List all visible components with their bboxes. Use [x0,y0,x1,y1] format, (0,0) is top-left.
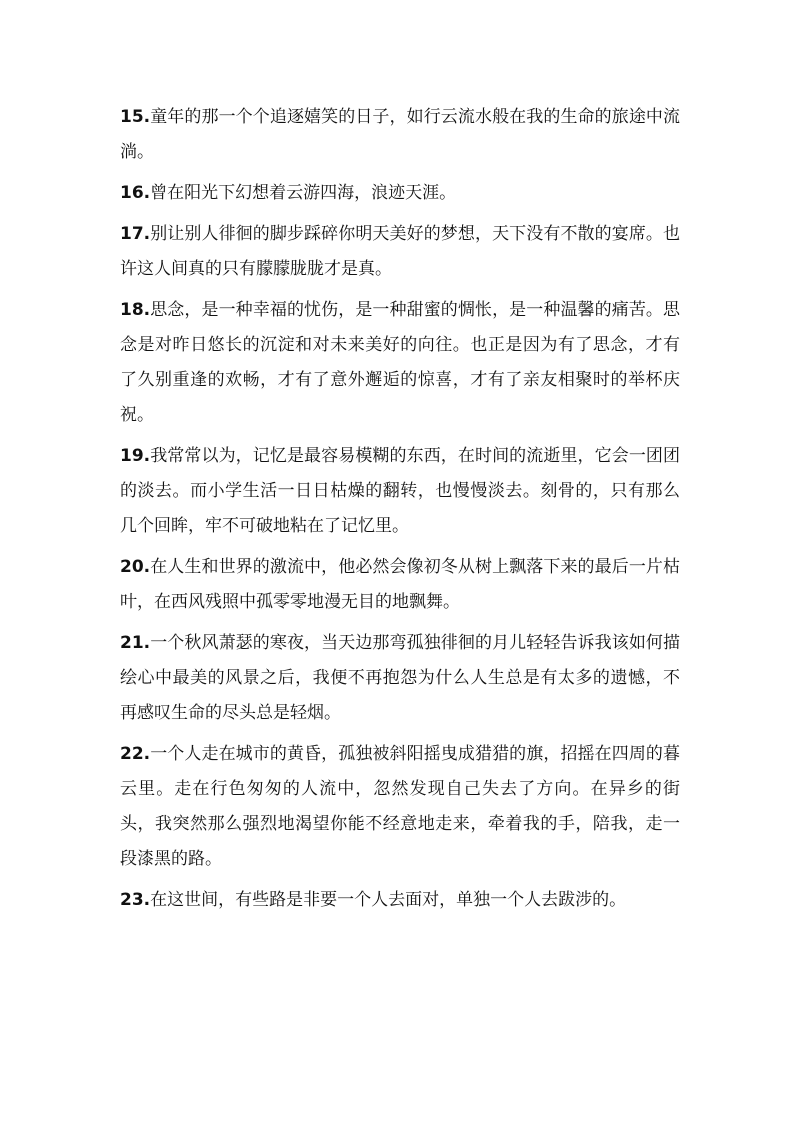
item-number: 18. [120,300,151,320]
list-item [120,217,680,287]
list-item [120,737,680,877]
item-text: 一个秋风萧瑟的寒夜，当天边那弯孤独徘徊的月儿轻轻告诉我该如何描绘心中最美的风景之后，我便不再抱怨为什么人生总是有太多的遗憾，不再感叹生命的尽头总是轻烟。 [120,633,680,723]
item-number: 22. [120,744,151,764]
item-number: 17. [120,224,151,244]
item-text: 一个人走在城市的黄昏，孤独被斜阳摇曳成猎猎的旗，招摇在四周的暮云里。走在行色匆匆的人流中，忽然发现自己失去了方向。在异乡的街头，我突然那么强烈地渴望你能不经意地走来，牵着我的手，陪我，走一段漆黑的路。 [120,744,680,869]
list-item [120,176,680,211]
item-text: 在这世间，有些路是非要一个人去面对，单独一个人去跋涉的。 [150,890,627,910]
item-number: 23. [120,890,151,910]
item-number: 21. [120,633,151,653]
item-text: 在人生和世界的激流中，他必然会像初冬从树上飘落下来的最后一片枯叶，在西风残照中孤零零地漫无目的地飘舞。 [120,557,680,612]
document-page [120,100,680,924]
list-item [120,439,680,544]
item-text: 思念，是一种幸福的忧伤，是一种甜蜜的惆怅，是一种温馨的痛苦。思念是对昨日悠长的沉淀和对未来美好的向往。也正是因为有了思念，才有了久别重逢的欢畅，才有了意外邂逅的惊喜，才有了亲友相聚时的举杯庆祝。 [120,300,680,425]
list-item [120,293,680,433]
item-text: 别让别人徘徊的脚步踩碎你明天美好的梦想，天下没有不散的宴席。也许这人间真的只有朦朦胧胧才是真。 [120,224,680,279]
item-number: 20. [120,557,151,577]
list-item [120,883,680,918]
list-item [120,550,680,620]
item-text: 童年的那一个个追逐嬉笑的日子，如行云流水般在我的生命的旅途中流淌。 [120,107,680,162]
list-item [120,626,680,731]
list-item [120,100,680,170]
item-text: 曾在阳光下幻想着云游四海，浪迹天涯。 [150,183,457,203]
item-text: 我常常以为，记忆是最容易模糊的东西，在时间的流逝里，它会一团团的淡去。而小学生活一日日枯燥的翻转，也慢慢淡去。刻骨的，只有那么几个回眸，牢不可破地粘在了记忆里。 [120,446,680,536]
item-number: 19. [120,446,151,466]
item-number: 16. [120,183,151,203]
item-number: 15. [120,107,151,127]
